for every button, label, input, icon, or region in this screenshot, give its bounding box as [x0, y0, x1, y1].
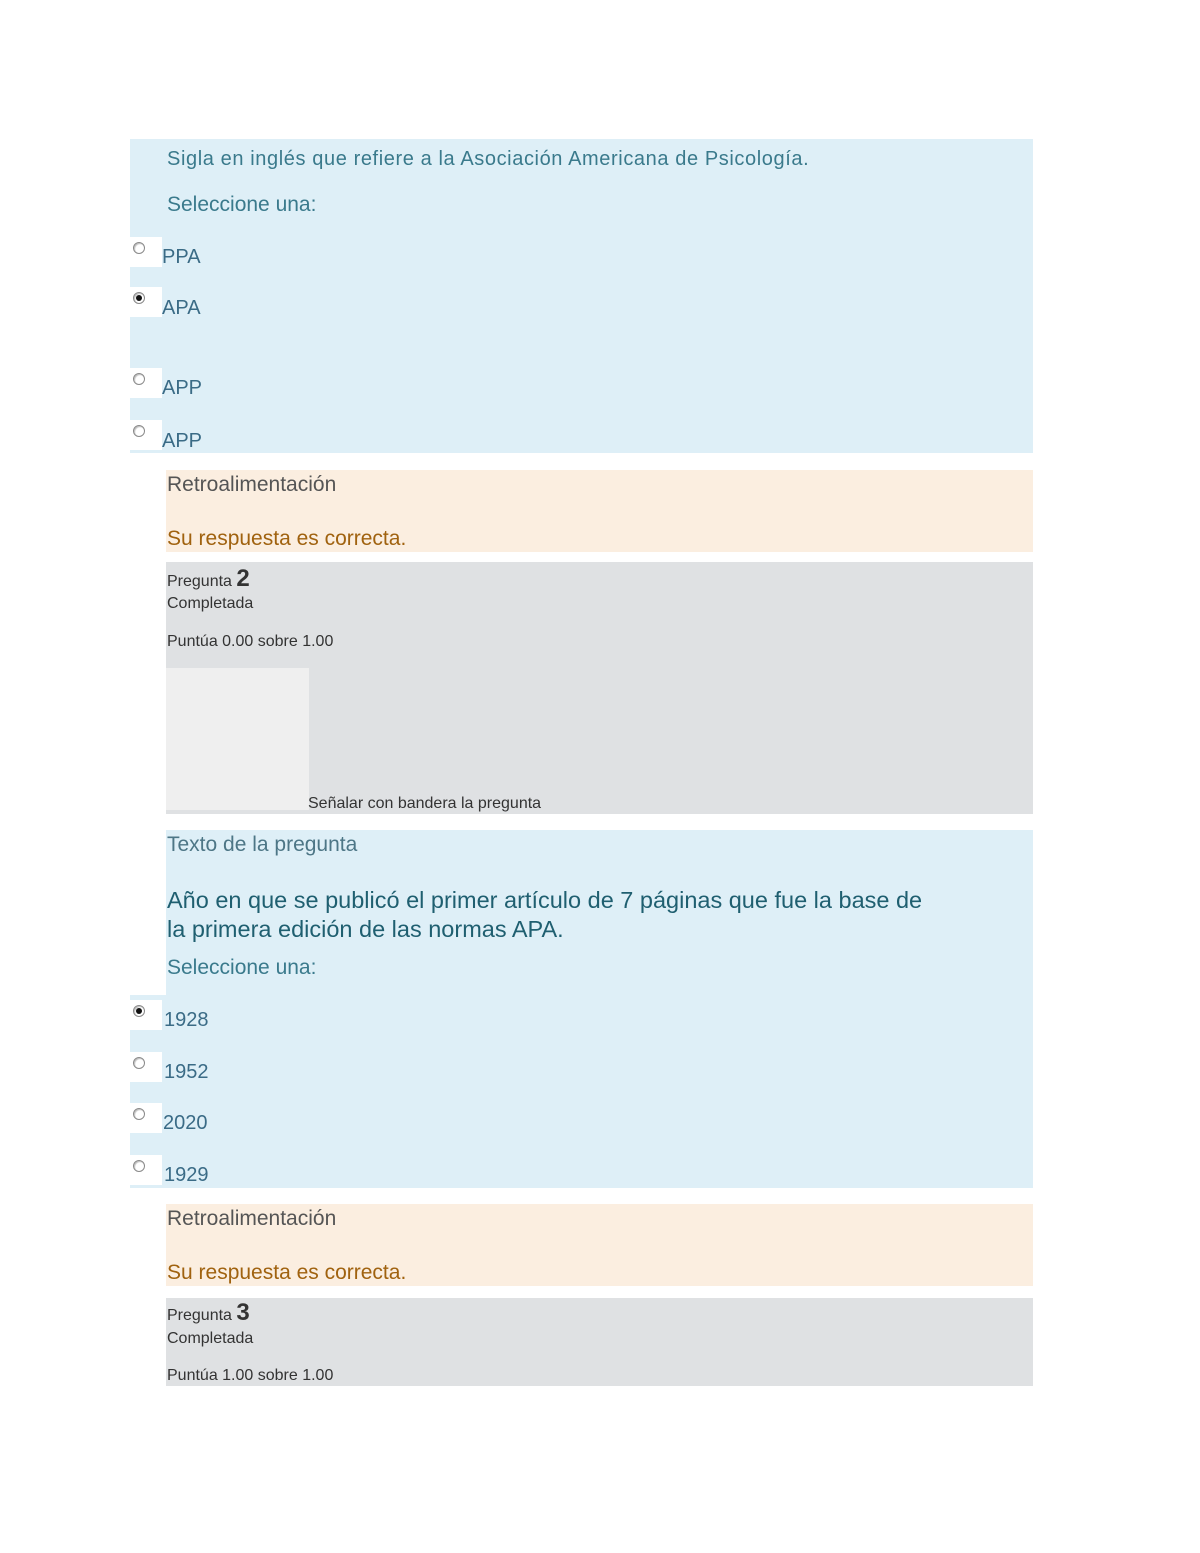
option-label[interactable]: 1928 — [164, 1009, 209, 1031]
select-one-label: Seleccione una: — [167, 193, 317, 216]
radio-option-2020[interactable] — [133, 1108, 145, 1120]
radio-option-1928-selected[interactable] — [133, 1005, 145, 1017]
select-one-label: Seleccione una: — [167, 956, 317, 979]
flag-question-link[interactable]: Señalar con bandera la pregunta — [308, 795, 542, 812]
feedback-text: Su respuesta es correcta. — [167, 527, 407, 550]
feedback-title: Retroalimentación — [167, 473, 337, 496]
question-status: Completada — [167, 595, 254, 612]
radio-cell — [130, 287, 162, 317]
prompt-line: Año en que se publicó el primer artículo de 7 páginas que fue la base de — [167, 887, 923, 913]
question-2-prompt — [167, 886, 922, 944]
radio-option-1952[interactable] — [133, 1057, 145, 1069]
radio-cell — [130, 237, 162, 267]
option-label[interactable]: 1952 — [164, 1061, 209, 1083]
radio-option-ppa[interactable] — [133, 242, 145, 254]
flag-box[interactable] — [166, 668, 309, 810]
question-status: Completada — [167, 1330, 254, 1347]
option-label[interactable]: APA — [162, 297, 201, 319]
question-1-prompt: Sigla en inglés que refiere a la Asociación Americana de Psicología. — [167, 148, 810, 170]
question-label: Pregunta — [167, 1307, 232, 1324]
radio-cell — [130, 1155, 162, 1185]
option-label[interactable]: 2020 — [163, 1112, 208, 1134]
feedback-title: Retroalimentación — [167, 1207, 337, 1230]
radio-cell — [130, 1052, 162, 1082]
radio-option-1929[interactable] — [133, 1160, 145, 1172]
question-text-label: Texto de la pregunta — [167, 833, 358, 856]
option-label[interactable]: PPA — [162, 246, 201, 268]
radio-option-app-2[interactable] — [133, 425, 145, 437]
question-number: 2 — [236, 565, 250, 592]
question-score: Puntúa 0.00 sobre 1.00 — [167, 633, 334, 650]
option-label[interactable]: APP — [162, 377, 203, 399]
question-2-panel — [130, 995, 1033, 1188]
radio-cell — [130, 420, 162, 450]
question-label: Pregunta — [167, 573, 232, 590]
radio-option-apa-selected[interactable] — [133, 292, 145, 304]
radio-cell — [130, 1000, 162, 1030]
option-label[interactable]: APP — [162, 430, 203, 452]
question-3-heading — [167, 1299, 250, 1327]
question-2-heading — [167, 565, 250, 593]
radio-option-app[interactable] — [133, 373, 145, 385]
prompt-line: la primera edición de las normas APA. — [167, 916, 564, 942]
option-label[interactable]: 1929 — [164, 1164, 209, 1186]
question-number: 3 — [236, 1299, 250, 1326]
radio-cell — [130, 1103, 162, 1133]
feedback-text: Su respuesta es correcta. — [167, 1261, 407, 1284]
question-score: Puntúa 1.00 sobre 1.00 — [167, 1367, 334, 1384]
radio-cell — [130, 368, 162, 398]
